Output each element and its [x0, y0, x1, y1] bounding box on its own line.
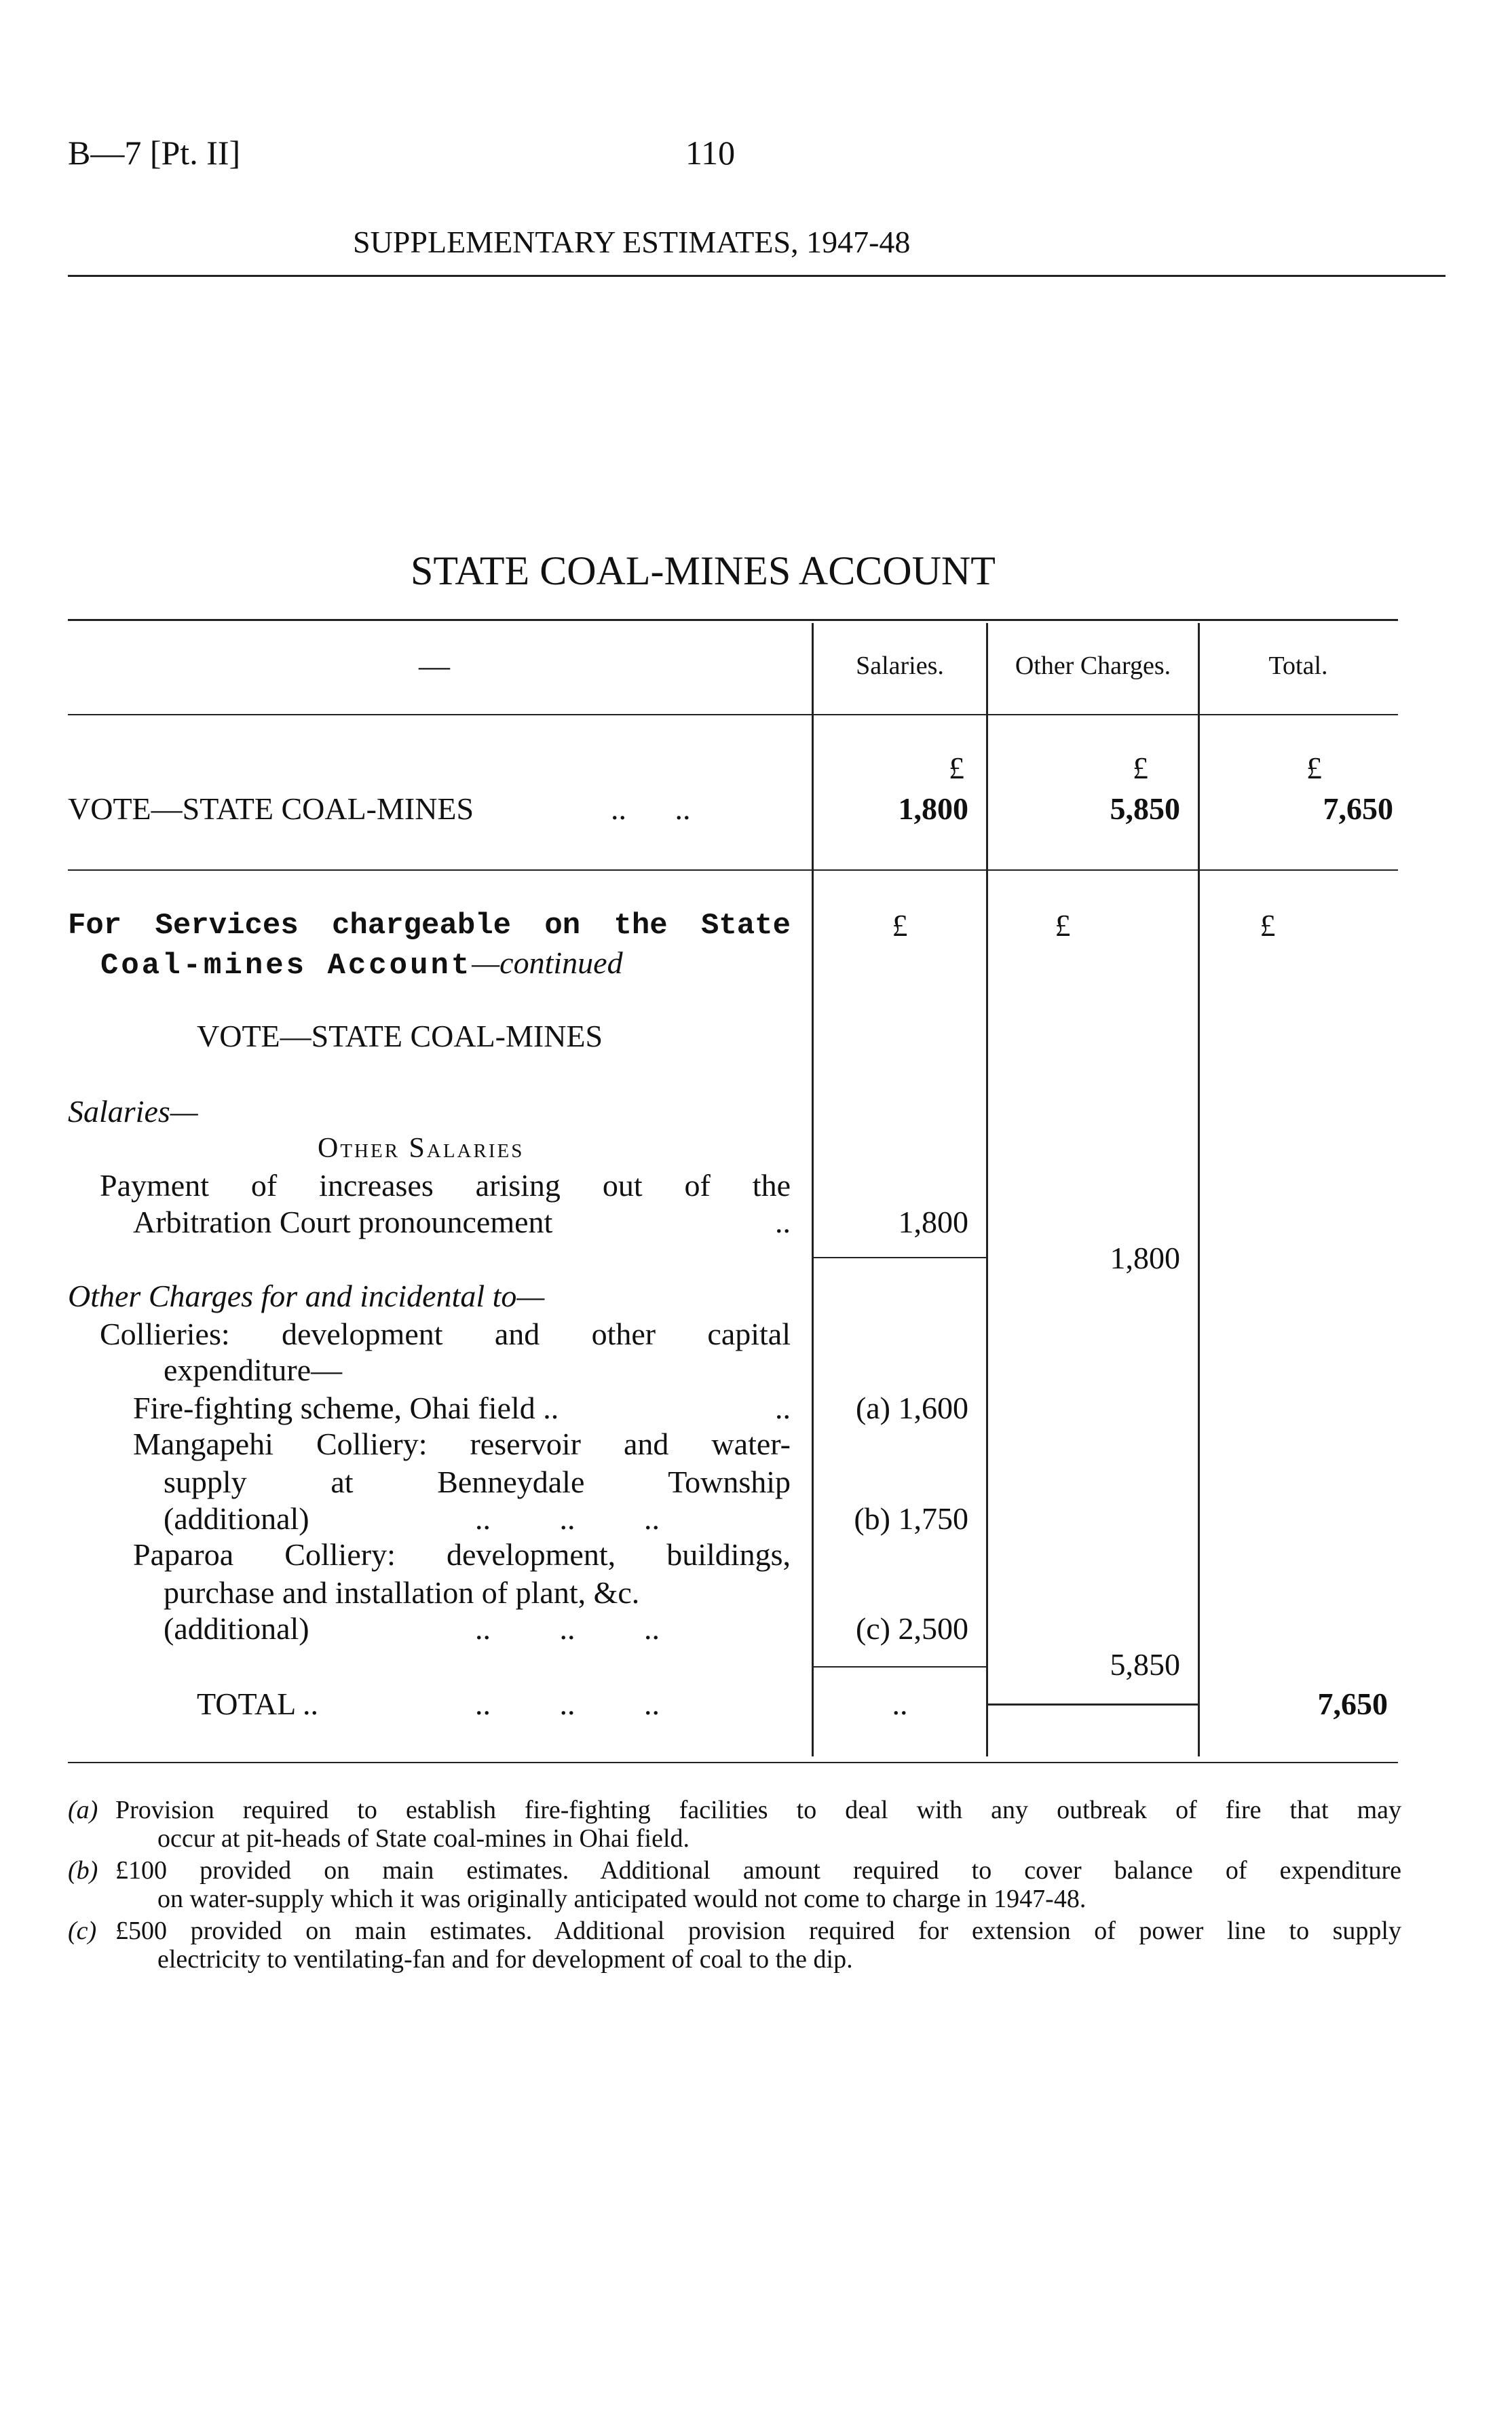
leader-dots: .. .. .. [475, 1611, 660, 1646]
footnote-mark [68, 1856, 98, 1885]
paparoa-line-3: (additional) [164, 1611, 309, 1646]
section-heading: For Services chargeable on the State [68, 909, 791, 943]
summary-total: 7,650 [1323, 791, 1393, 826]
running-title: SUPPLEMENTARY ESTIMATES, 1947-48 [353, 225, 911, 259]
footnote-b-line-2: on water-supply which it was originally anticipated would not come to charge in 1947-48. [157, 1885, 1086, 1913]
column-header-salaries: Salaries. [856, 652, 944, 680]
total-salaries: .. [892, 1687, 908, 1721]
subtotal-rule [814, 1666, 986, 1668]
header-rule [68, 275, 1445, 277]
payment-amount: 1,800 [898, 1205, 968, 1239]
section-heading-continued [100, 945, 623, 984]
currency-symbol: £ [1055, 908, 1071, 943]
paparoa-amount: (c) 2,500 [855, 1611, 968, 1646]
footnote-mark-text: (c) [68, 1917, 97, 1945]
footnote-mark-text: (b) [68, 1856, 98, 1885]
vote-heading: VOTE—STATE COAL-MINES [197, 1019, 603, 1053]
leader-dots: .. .. [611, 791, 691, 826]
salaries-heading-text: Salaries— [68, 1094, 198, 1129]
other-salaries-heading: Other Salaries [318, 1133, 525, 1164]
footnote-a-line-2: occur at pit-heads of State coal-mines in Ohai field. [157, 1824, 690, 1853]
collieries-line-1: Collieries: development and other capital [100, 1317, 791, 1351]
other-charges-heading [68, 1278, 544, 1315]
payment-line-1: Payment of increases arising out of the [100, 1168, 791, 1203]
section-heading-bold: Coal-mines Account [100, 949, 472, 983]
mangapehi-line-1: Mangapehi Colliery: reservoir and water- [133, 1427, 791, 1461]
page-title: STATE COAL-MINES ACCOUNT [411, 548, 996, 593]
column-header-other-charges: Other Charges. [1015, 652, 1171, 680]
column-header-total: Total. [1268, 652, 1328, 680]
summary-other-charges: 5,850 [1110, 791, 1180, 826]
footnote-mark [68, 1916, 96, 1946]
table-bottom-rule [68, 1762, 1398, 1763]
table-top-rule [68, 619, 1398, 621]
mangapehi-amount: (b) 1,750 [854, 1501, 968, 1536]
column-header-blank: — [419, 648, 450, 683]
mangapehi-line-2: supply at Benneydale Township [164, 1465, 791, 1499]
fire-fighting-amount: (a) 1,600 [855, 1391, 968, 1425]
leader-dots: .. .. .. [475, 1687, 660, 1721]
subtotal-rule [814, 1257, 986, 1258]
footnote-c-line-2: electricity to ventilating-fan and for development of coal to the dip. [157, 1945, 853, 1974]
footnote-b-line-1: £100 provided on main estimates. Additional amount required to cover balance of expenditure [115, 1856, 1401, 1885]
footnote-a-line-1: Provision required to establish fire-fighting facilities to deal with any outbreak of fire that may [115, 1796, 1401, 1824]
currency-symbol: £ [1133, 751, 1148, 785]
currency-symbol: £ [1306, 751, 1322, 785]
currency-symbol: £ [949, 751, 964, 785]
subtotal-rule [988, 1703, 1198, 1706]
mangapehi-line-3: (additional) [164, 1501, 309, 1536]
currency-symbol: £ [1260, 908, 1276, 943]
paparoa-line-2: purchase and installation of plant, &c. [164, 1575, 640, 1610]
summary-row-label: VOTE—STATE COAL-MINES [68, 791, 474, 826]
summary-salaries: 1,800 [898, 791, 968, 826]
footnote-mark [68, 1795, 98, 1825]
document-reference: B—7 [Pt. II] [68, 134, 241, 172]
page-number: 110 [685, 134, 736, 172]
leader-dots: .. [775, 1391, 791, 1425]
fire-fighting-line: Fire-fighting scheme, Ohai field .. [133, 1391, 559, 1425]
other-charges-subtotal: 5,850 [1110, 1647, 1180, 1682]
payment-line-2: Arbitration Court pronouncement [133, 1205, 553, 1239]
other-charges-heading-text: Other Charges for and incidental to— [68, 1279, 545, 1313]
grand-total: 7,650 [1317, 1687, 1388, 1721]
footnote-mark-text: (a) [68, 1796, 98, 1824]
currency-symbol: £ [892, 908, 908, 943]
leader-dots: .. [775, 1205, 791, 1239]
paparoa-line-1: Paparoa Colliery: development, buildings, [133, 1537, 791, 1572]
footnote-c-line-1: £500 provided on main estimates. Additional provision required for extension of power line to supply [115, 1917, 1401, 1945]
salaries-subtotal: 1,800 [1110, 1241, 1180, 1275]
leader-dots: .. .. .. [475, 1501, 660, 1536]
total-label: TOTAL .. [197, 1687, 319, 1721]
collieries-line-2: expenditure— [164, 1353, 343, 1387]
salaries-heading [68, 1093, 198, 1130]
continued-label: —continued [472, 945, 623, 980]
